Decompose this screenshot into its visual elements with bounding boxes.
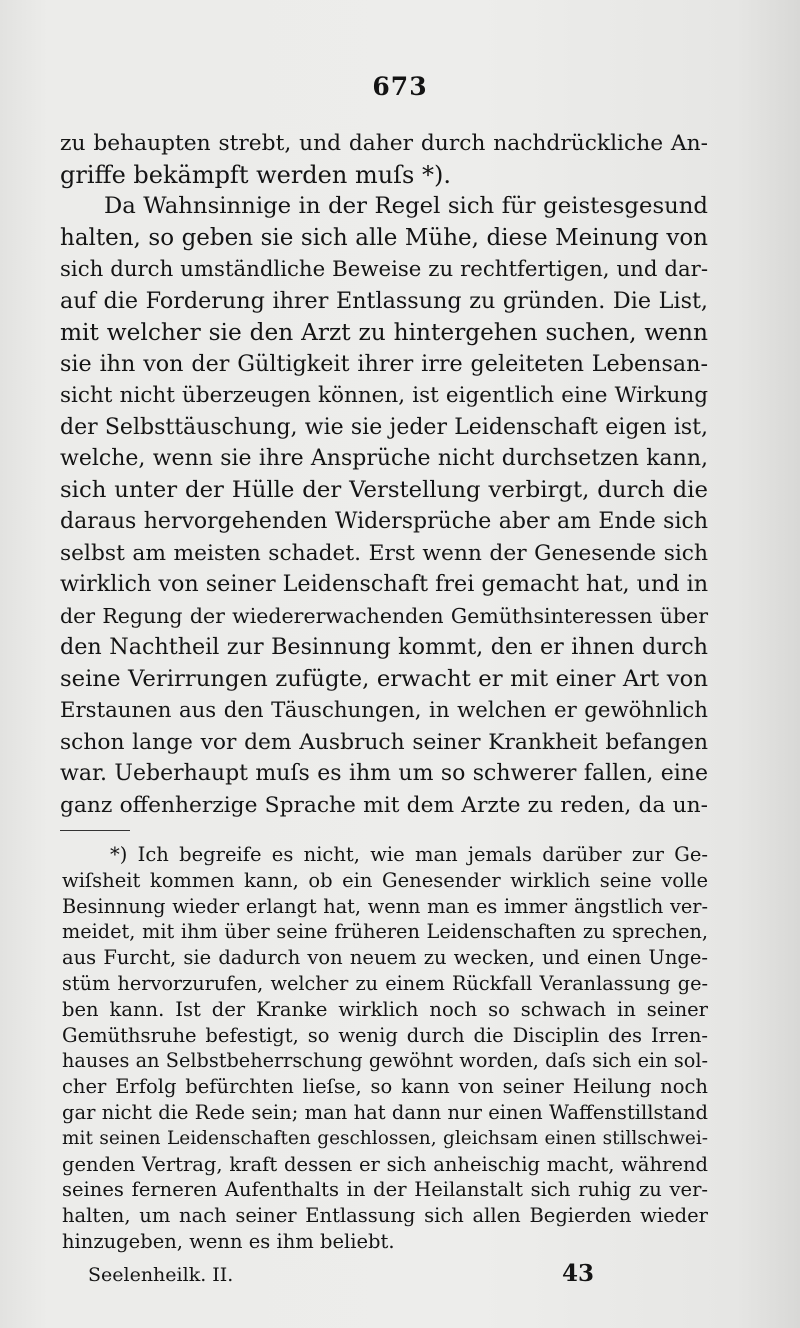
main-text — [60, 128, 708, 821]
signature-mark: Seelenheilk. II. — [88, 1264, 234, 1286]
text-line: sich unter der Hülle der Verstellung verbirgt, durch die — [60, 476, 708, 503]
text-line: welche, wenn sie ihre Ansprüche nicht durchsetzen kann, — [60, 446, 708, 471]
footnote-line: gar nicht die Rede sein; man hat dann nur einen Waffenstillstand — [62, 1100, 708, 1124]
text-line: sich durch umständliche Beweise zu rechtfertigen, und dar- — [60, 257, 708, 282]
text-line: seine Verirrungen zufügte, erwacht er mit einer Art von — [60, 665, 708, 692]
text-line: selbst am meisten schadet. Erst wenn der Genesende sich — [60, 540, 708, 566]
text-line: wirklich von seiner Leidenschaft frei gemacht hat, und in — [60, 571, 709, 597]
footnote-line: *) Ich begreife es nicht, wie man jemals darüber zur Ge- — [110, 843, 708, 866]
footnote-line: cher Erfolg befürchten lieſse, so kann von seiner Heilung noch — [62, 1075, 708, 1099]
page-number: 673 — [372, 72, 428, 101]
footnote-line: Gemüthsruhe befestigt, so wenig durch die Disciplin des Irren- — [62, 1023, 708, 1047]
footnote-line: aus Furcht, sie dadurch von neuem zu wecken, und einen Unge- — [62, 946, 708, 970]
footnote-divider — [60, 830, 130, 831]
footnote-line: mit seinen Leidenschaften geschlossen, gleichsam einen stillschwei- — [62, 1127, 708, 1149]
text-line: mit welcher sie den Arzt zu hintergehen suchen, wenn — [60, 319, 708, 346]
text-line: sicht nicht überzeugen können, ist eigentlich eine Wirkung — [60, 383, 708, 408]
footnote-line: Besinnung wieder erlangt hat, wenn man es immer ängstlich ver- — [62, 894, 708, 918]
text-line: griffe bekämpft werden muſs *). — [60, 160, 451, 189]
text-line: schon lange vor dem Ausbruch seiner Krankheit befangen — [60, 729, 708, 755]
text-line: zu behaupten strebt, und daher durch nachdrückliche An- — [60, 131, 708, 156]
text-line: halten, so geben sie sich alle Mühe, diese Meinung von — [60, 224, 708, 251]
footnote-line: hinzugeben, wenn es ihm beliebt. — [62, 1229, 395, 1253]
text-line: war. Ueberhaupt muſs es ihm um so schwerer fallen, eine — [60, 761, 708, 786]
text-line: der Selbsttäuschung, wie sie jeder Leidenschaft eigen ist, — [60, 414, 708, 440]
footnote-line: meidet, mit ihm über seine früheren Leidenschaften zu sprechen, — [62, 920, 708, 944]
footnote — [62, 842, 708, 1255]
text-line: den Nachtheil zur Besinnung kommt, den er ihnen durch — [60, 634, 708, 660]
text-line: Erstaunen aus den Täuschungen, in welchen er gewöhnlich — [60, 698, 708, 723]
footnote-line: wiſsheit kommen kann, ob ein Genesender wirklich seine volle — [62, 868, 708, 892]
footnote-line: ben kann. Ist der Kranke wirklich noch so schwach in seiner — [62, 997, 708, 1021]
text-line: sie ihn von der Gültigkeit ihrer irre geleiteten Lebensan- — [60, 350, 708, 377]
text-line: Da Wahnsinnige in der Regel sich für geistesgesund — [104, 193, 708, 219]
footnote-line: stüm hervorzurufen, welcher zu einem Rückfall Veranlassung ge- — [62, 971, 708, 995]
text-line: der Regung der wiedererwachenden Gemüthsinteressen über — [60, 603, 708, 628]
text-line: auf die Forderung ihrer Entlassung zu gründen. Die List, — [60, 287, 708, 314]
text-line: ganz offenherzige Sprache mit dem Arzte zu reden, da un- — [60, 792, 708, 818]
footnote-line: seines ferneren Aufenthalts in der Heilanstalt sich ruhig zu ver- — [62, 1178, 708, 1202]
text-line: daraus hervorgehenden Widersprüche aber am Ende sich — [60, 509, 708, 534]
sheet-number: 43 — [562, 1260, 595, 1287]
footnote-line: hauses an Selbstbeherrschung gewöhnt worden, daſs sich ein sol- — [62, 1049, 708, 1073]
footnote-line: genden Vertrag, kraft dessen er sich anheischig macht, während — [62, 1152, 708, 1176]
footnote-line: halten, um nach seiner Entlassung sich allen Begierden wieder — [62, 1204, 708, 1228]
